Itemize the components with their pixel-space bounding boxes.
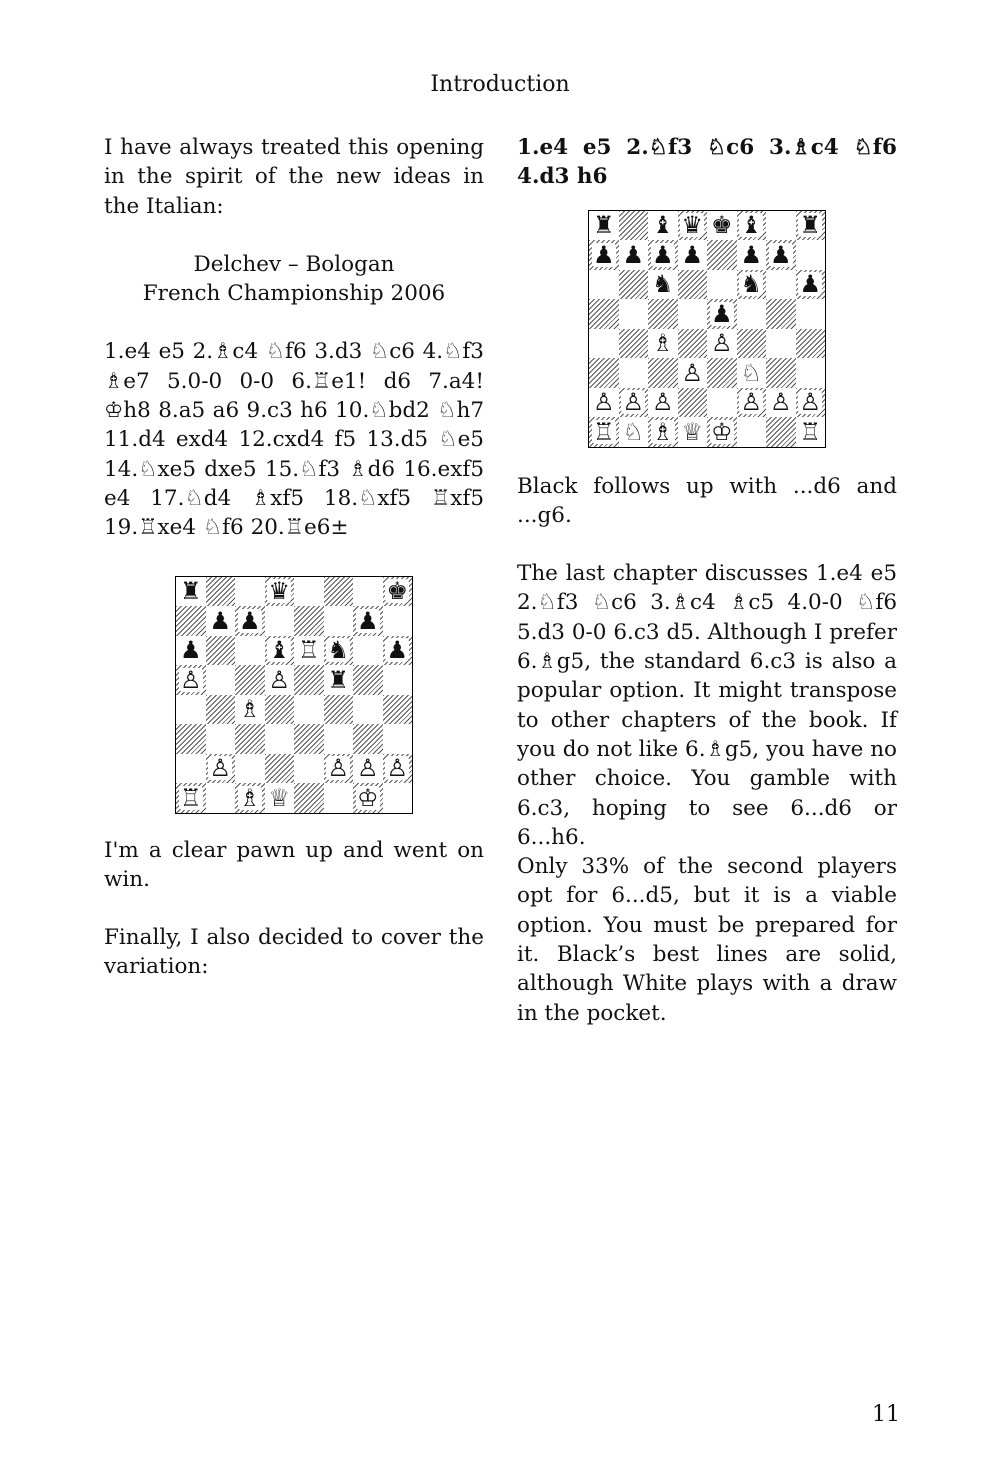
board-square xyxy=(589,270,619,300)
chess-piece-icon: ♟ xyxy=(179,636,202,665)
chess-piece-icon: ♝ xyxy=(268,636,290,665)
chess-piece-icon: ♖ xyxy=(799,417,821,446)
board-square xyxy=(737,240,767,270)
chess-piece-icon: ♙ xyxy=(710,329,733,358)
board-square xyxy=(265,665,295,695)
chess-piece-icon: ♙ xyxy=(681,358,703,387)
board-square xyxy=(678,240,708,270)
chess-piece-icon: ♕ xyxy=(268,783,290,812)
board-square xyxy=(589,299,619,329)
board-square xyxy=(619,270,649,300)
board-square xyxy=(294,665,324,695)
intro-paragraph: I have always treated this opening in the spirit of the new ideas in the Italian: xyxy=(104,135,484,219)
board-square xyxy=(324,665,354,695)
right-column xyxy=(517,133,897,1028)
chess-piece-icon: ♘ xyxy=(740,358,762,387)
board-square xyxy=(206,636,236,666)
board-square xyxy=(707,299,737,329)
board-square xyxy=(678,417,708,447)
board-square xyxy=(619,417,649,447)
board-square xyxy=(176,724,206,754)
board-square xyxy=(796,329,826,359)
chess-piece-icon: ♟ xyxy=(710,299,733,328)
board-square xyxy=(589,211,619,241)
board-square xyxy=(796,417,826,447)
board-square xyxy=(589,417,619,447)
board-square xyxy=(796,388,826,418)
board-square xyxy=(766,358,796,388)
board-square xyxy=(265,754,295,784)
board-square xyxy=(737,358,767,388)
board-square xyxy=(678,211,708,241)
board-square xyxy=(648,240,678,270)
board-square xyxy=(383,724,413,754)
board-square xyxy=(766,299,796,329)
board-square xyxy=(176,754,206,784)
board-square xyxy=(737,417,767,447)
board-square xyxy=(294,724,324,754)
board-square xyxy=(235,577,265,607)
board-square xyxy=(707,270,737,300)
board-square xyxy=(294,695,324,725)
board-square xyxy=(766,388,796,418)
page-header: Introduction xyxy=(430,72,570,97)
chess-piece-icon: ♗ xyxy=(238,783,261,812)
board-square xyxy=(176,783,206,813)
chess-piece-icon: ♘ xyxy=(622,417,644,446)
board-square xyxy=(324,636,354,666)
board-square xyxy=(648,388,678,418)
board-square xyxy=(353,695,383,725)
board-square xyxy=(324,754,354,784)
chess-piece-icon: ♟ xyxy=(769,240,792,269)
board-square xyxy=(294,783,324,813)
board-square xyxy=(176,577,206,607)
board-square xyxy=(619,388,649,418)
board-square xyxy=(383,606,413,636)
board-square xyxy=(707,329,737,359)
board-square xyxy=(796,240,826,270)
chess-piece-icon: ♟ xyxy=(799,270,821,299)
board-square xyxy=(294,754,324,784)
board-square xyxy=(206,577,236,607)
chess-piece-icon: ♔ xyxy=(710,417,733,446)
board-square xyxy=(796,358,826,388)
after-diagram-text-right: Black follows up with ...d6 and ...g6. xyxy=(517,473,897,528)
chess-piece-icon: ♛ xyxy=(681,211,703,240)
chess-piece-icon: ♜ xyxy=(592,211,615,240)
chess-piece-icon: ♕ xyxy=(681,417,703,446)
board-square xyxy=(648,358,678,388)
board-square xyxy=(235,695,265,725)
board-square xyxy=(766,329,796,359)
board-square xyxy=(796,211,826,241)
chess-piece-icon: ♙ xyxy=(622,388,644,417)
board-square xyxy=(235,636,265,666)
board-square xyxy=(766,211,796,241)
board-square xyxy=(294,577,324,607)
board-square xyxy=(619,329,649,359)
chess-piece-icon: ♜ xyxy=(799,211,821,240)
board-square xyxy=(678,358,708,388)
chess-piece-icon: ♖ xyxy=(297,636,320,665)
board-square xyxy=(766,270,796,300)
chess-piece-icon: ♔ xyxy=(356,783,379,812)
board-square xyxy=(383,636,413,666)
chess-piece-icon: ♚ xyxy=(710,211,733,240)
board-square xyxy=(589,358,619,388)
board-square xyxy=(235,724,265,754)
chapter-paragraph: The last chapter discusses 1.e4 e5 2.♘f3 ♘c6 3.♗c4 ♗c5 4.0-0 ♘f6 5.d3 0-0 6.c3 d5. Although I prefer 6.♗g5, the standard 6.c3 is also a popular option. It might transpose to other chapters of the book. If you do not like 6.♗g5, you have no other choice. You gamble with 6.c3, hoping to see 6...d6 or 6...h6. xyxy=(517,561,897,850)
board-square xyxy=(176,606,206,636)
board-square xyxy=(619,358,649,388)
board-square xyxy=(737,299,767,329)
board-square xyxy=(235,606,265,636)
board-square xyxy=(353,783,383,813)
board-square xyxy=(619,211,649,241)
chess-piece-icon: ♙ xyxy=(386,754,408,783)
chess-piece-icon: ♝ xyxy=(740,211,762,240)
board-square xyxy=(206,606,236,636)
board-square xyxy=(648,270,678,300)
board-square xyxy=(678,388,708,418)
board-square xyxy=(737,329,767,359)
board-square xyxy=(206,783,236,813)
chess-piece-icon: ♙ xyxy=(268,665,290,694)
board-square xyxy=(265,695,295,725)
board-square xyxy=(353,636,383,666)
board-square xyxy=(265,577,295,607)
chess-piece-icon: ♙ xyxy=(651,388,674,417)
board-square xyxy=(294,636,324,666)
game-players: Delchev – Bologan xyxy=(193,251,395,277)
chess-piece-icon: ♞ xyxy=(740,270,762,299)
chess-diagram-left xyxy=(175,576,413,814)
chess-piece-icon: ♟ xyxy=(356,606,379,635)
board-square xyxy=(737,211,767,241)
board-square xyxy=(796,299,826,329)
board-square xyxy=(678,299,708,329)
board-square xyxy=(737,388,767,418)
board-square xyxy=(619,299,649,329)
board-square xyxy=(383,783,413,813)
board-square xyxy=(589,329,619,359)
board-square xyxy=(589,240,619,270)
chess-piece-icon: ♟ xyxy=(209,606,231,635)
chess-piece-icon: ♙ xyxy=(799,388,821,417)
board-square xyxy=(206,754,236,784)
board-square xyxy=(324,783,354,813)
board-square xyxy=(265,606,295,636)
board-square xyxy=(206,724,236,754)
board-square xyxy=(324,724,354,754)
chess-piece-icon: ♙ xyxy=(592,388,615,417)
board-square xyxy=(648,299,678,329)
board-square xyxy=(383,665,413,695)
statistics-paragraph: Only 33% of the second players opt for 6...d5, but it is a viable option. You must be prepared for it. Black’s best lines are solid, although White plays with a draw in the pocket. xyxy=(517,854,897,1026)
page-number: 11 xyxy=(872,1402,900,1427)
after-diagram-text-left: I'm a clear pawn up and went on win. xyxy=(104,837,484,892)
chess-piece-icon: ♞ xyxy=(651,270,674,299)
board-square xyxy=(235,783,265,813)
chess-piece-icon: ♞ xyxy=(327,636,349,665)
board-square xyxy=(324,606,354,636)
board-square xyxy=(206,665,236,695)
chess-piece-icon: ♚ xyxy=(386,577,408,606)
board-square xyxy=(589,388,619,418)
chess-piece-icon: ♖ xyxy=(592,417,615,446)
board-square xyxy=(737,270,767,300)
final-paragraph: Finally, I also decided to cover the variation: xyxy=(104,925,484,980)
board-square xyxy=(766,417,796,447)
variation-heading: 1.e4 e5 2.♘f3 ♘c6 3.♗c4 ♘f6 4.d3 h6 xyxy=(517,135,897,190)
board-square xyxy=(707,358,737,388)
chess-piece-icon: ♙ xyxy=(179,665,202,694)
board-square xyxy=(383,577,413,607)
chess-piece-icon: ♜ xyxy=(327,665,349,694)
board-square xyxy=(648,211,678,241)
board-square xyxy=(353,606,383,636)
board-square xyxy=(206,695,236,725)
chess-piece-icon: ♙ xyxy=(356,754,379,783)
board-square xyxy=(353,577,383,607)
chess-piece-icon: ♟ xyxy=(592,240,615,269)
board-square xyxy=(235,754,265,784)
board-square xyxy=(294,606,324,636)
chess-piece-icon: ♗ xyxy=(651,417,674,446)
board-square xyxy=(707,211,737,241)
board-square xyxy=(707,417,737,447)
chess-piece-icon: ♟ xyxy=(386,636,408,665)
chess-piece-icon: ♜ xyxy=(179,577,202,606)
left-column xyxy=(104,133,484,982)
board-square xyxy=(176,695,206,725)
board-square xyxy=(678,270,708,300)
chess-piece-icon: ♟ xyxy=(622,240,644,269)
board-square xyxy=(648,417,678,447)
chess-piece-icon: ♛ xyxy=(268,577,290,606)
board-square xyxy=(265,724,295,754)
board-square xyxy=(383,695,413,725)
board-square xyxy=(353,665,383,695)
chess-piece-icon: ♝ xyxy=(651,211,674,240)
board-square xyxy=(265,636,295,666)
board-square xyxy=(707,240,737,270)
chess-piece-icon: ♙ xyxy=(209,754,231,783)
board-square xyxy=(176,665,206,695)
chess-piece-icon: ♟ xyxy=(651,240,674,269)
chess-piece-icon: ♟ xyxy=(740,240,762,269)
chess-piece-icon: ♙ xyxy=(327,754,349,783)
board-square xyxy=(619,240,649,270)
board-square xyxy=(796,270,826,300)
board-square xyxy=(324,577,354,607)
board-square xyxy=(353,724,383,754)
board-square xyxy=(176,636,206,666)
board-square xyxy=(678,329,708,359)
game-moves: 1.e4 e5 2.♗c4 ♘f6 3.d3 ♘c6 4.♘f3 ♗e7 5.0-0 0-0 6.♖e1! d6 7.a4! ♔h8 8.a5 a6 9.c3 h6 10.♘bd2 ♘h7 11.d4 exd4 12.cxd4 f5 13.d5 ♘e5 14.♘xe5 dxe5 15.♘f3 ♗d6 16.exf5 e4 17.♘d4 ♗xf5 18.♘xf5 ♖xf5 19.♖xe4 ♘f6 20.♖e6± xyxy=(104,339,484,541)
chess-piece-icon: ♙ xyxy=(740,388,762,417)
board-square xyxy=(383,754,413,784)
board-square xyxy=(707,388,737,418)
board-square xyxy=(324,695,354,725)
board-square xyxy=(766,240,796,270)
chess-piece-icon: ♗ xyxy=(651,329,674,358)
board-square xyxy=(265,783,295,813)
chess-piece-icon: ♟ xyxy=(238,606,261,635)
chess-diagram-right xyxy=(588,210,826,448)
game-event: French Championship 2006 xyxy=(142,281,446,307)
board-square xyxy=(353,754,383,784)
board-square xyxy=(648,329,678,359)
chess-piece-icon: ♙ xyxy=(769,388,792,417)
chess-piece-icon: ♟ xyxy=(681,240,703,269)
chess-piece-icon: ♗ xyxy=(238,695,261,724)
board-square xyxy=(235,665,265,695)
chess-piece-icon: ♖ xyxy=(179,783,202,812)
